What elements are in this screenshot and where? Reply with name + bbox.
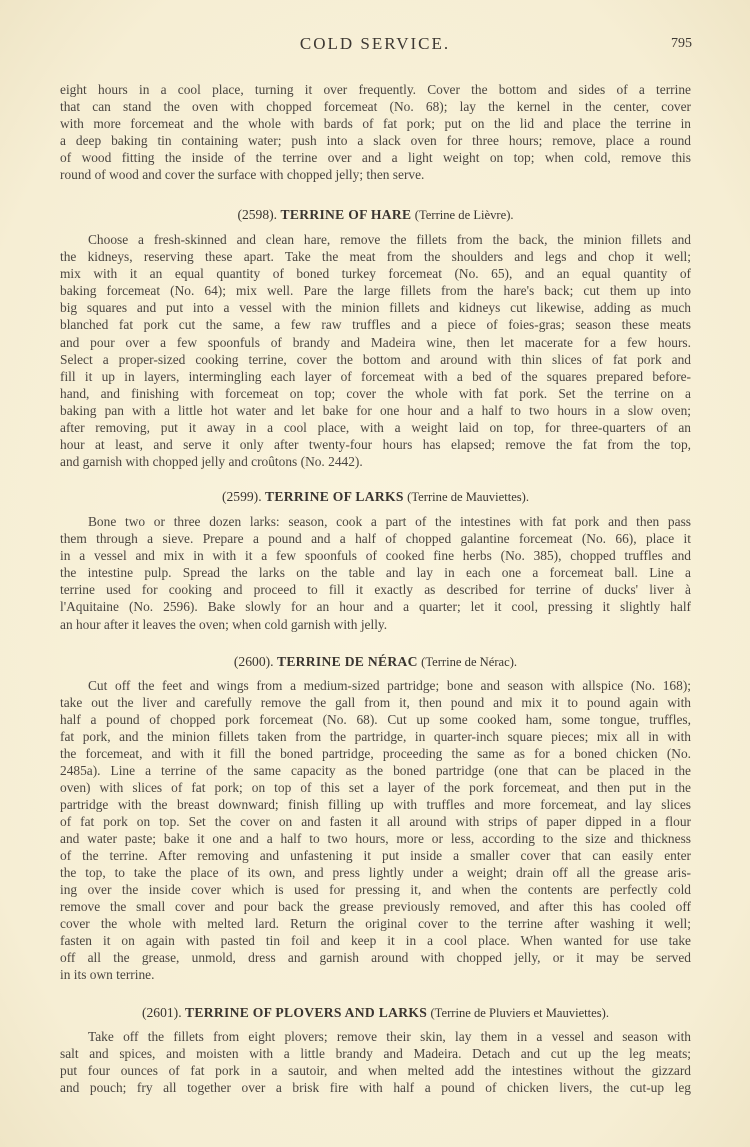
text-line: them through a sieve. Prepare a pound and a half of chopped galantine forcemeat (No. 66), place it	[60, 531, 691, 547]
running-head	[60, 34, 690, 56]
text-line: Bone two or three dozen larks: season, cook a part of the intestines with fat pork and then pass	[88, 514, 691, 529]
text-line: a deep baking tin containing water; push into a slack oven for three hours; remove, place a round	[60, 133, 691, 149]
recipe-french-name: (Terrine de Mauviettes).	[407, 490, 530, 504]
text-line: off all the grease, unmold, dress and garnish around with chopped jelly, or it may be served	[60, 950, 691, 965]
text-line: fat pork, and the minion fillets taken from the partridge, in quarter-inch square pieces; mix all in with	[60, 729, 691, 744]
text-line: of wood fitting the inside of the terrine over and a light weight on top; when cold, remove this	[60, 150, 691, 166]
text-line: put four ounces of fat pork in a sautoir, and when melted add the intestines without the gizzard	[60, 1063, 691, 1079]
text-line: and garnish with chopped jelly and croûtons (No. 2442).	[60, 454, 363, 470]
text-line: after removing, put it away in a cool place, with a weight laid on top, for three-quarters of an	[60, 420, 691, 436]
text-line: fasten it on again with pasted tin foil and keep it in a cool place. When wanted for use take	[60, 933, 691, 948]
text-line: take out the liver and carefully remove the gall from it, then pound and mix it to pound again with	[60, 695, 691, 710]
text-line: salt and spices, and moisten with a little brandy and Madeira. Detach and cut up the leg meats;	[60, 1046, 691, 1062]
text-line: the kidneys, reserving these apart. Take the meat from the shoulders and legs and chop it well;	[60, 249, 691, 265]
text-line: 2485a). Line a terrine of the same capacity as the boned partridge (one that can be placed in the	[60, 763, 691, 778]
text-line: eight hours in a cool place, turning it over frequently. Cover the bottom and sides of a terrine	[60, 82, 691, 97]
text-line: ing over the inside cover which is used for pressing it, and when the contents are perfectly cold	[60, 882, 691, 897]
recipe-french-name: (Terrine de Nérac).	[421, 655, 518, 669]
text-line: oven) with slices of fat pork; on top of this set a layer of the pork forcemeat, and then put in the	[60, 780, 691, 795]
text-line: partridge with the breast downward; finish filling up with truffles and more forcemeat, and lay slices	[60, 797, 691, 812]
text-line: cover the whole with melted lard. Return the original cover to the terrine after washing it well;	[60, 916, 691, 931]
text-line: the intestine pulp. Spread the larks on the table and lay in each one a forcemeat ball. Line a	[60, 565, 691, 581]
recipe-body-2598	[60, 231, 691, 470]
text-line: blanched fat pork cut the same, a few raw truffles and a piece of foies-gras; season these meats	[60, 317, 691, 333]
running-title: COLD SERVICE.	[299, 34, 451, 53]
text-line: of the terrine. After removing and unfastening it put inside a smaller cover that can easily enter	[60, 848, 691, 863]
text-line: in its own terrine.	[60, 967, 155, 982]
recipe-french-name: (Terrine de Lièvre).	[414, 208, 514, 222]
text-line: round of wood and cover the surface with chopped jelly; then serve.	[60, 167, 425, 183]
text-line: Cut off the feet and wings from a medium-sized partridge; bone and season with allspice (No. 168);	[88, 678, 691, 693]
intro-paragraph	[60, 81, 691, 184]
recipe-title: TERRINE OF PLOVERS AND LARKS	[185, 1005, 428, 1020]
text-line: and pour over a few spoonfuls of brandy and Madeira wine, then let macerate for a few hours.	[60, 334, 691, 350]
recipe-number: (2598).	[237, 207, 278, 222]
text-line: and water paste; bake it one and a half to two hours, more or less, according to the size and thickness	[60, 831, 691, 846]
text-line: hand, and finishing with forcemeat on top; cover the whole with fat pork. Set the terrine on a	[60, 385, 691, 401]
recipe-heading-2601	[60, 1000, 691, 1026]
text-line: baking pan with a little hot water and let bake for one hour and a half to two hours in a slow oven;	[60, 402, 691, 418]
text-line: Take off the fillets from eight plovers; remove their skin, lay them in a vessel and season with	[88, 1029, 691, 1044]
page-number: 795	[671, 36, 692, 51]
text-line: an hour after it leaves the oven; when cold garnish with jelly.	[60, 616, 388, 632]
text-line: of fat pork on top. Set the cover on and fasten it all around with strips of paper dipped in a flour	[60, 814, 691, 829]
text-line: the top, to take the place of its own, and press lightly under a weight; drain off all the grease aris-	[60, 865, 691, 880]
recipe-heading-2600	[60, 649, 691, 675]
text-line: Select a proper-sized cooking terrine, cover the bottom and around with thin slices of fat pork and	[60, 351, 691, 367]
recipe-french-name: (Terrine de Pluviers et Mauviettes).	[430, 1006, 610, 1020]
recipe-body-2599	[60, 513, 691, 633]
text-line: half a pound of chopped pork forcemeat (No. 68). Cut up some cooked ham, some tongue, truffles,	[60, 712, 691, 727]
text-line: hour at least, and serve it only after twenty-four hours has elapsed; remove the fat from the top,	[60, 437, 691, 453]
text-line: in a vessel and mix in with it a few spoonfuls of cooked fine herbs (No. 385), chopped truffles and	[60, 548, 691, 564]
text-line: and pouch; fry all together over a brisk fire with half a pound of chicken livers, the cut-up leg	[60, 1080, 691, 1096]
recipe-body-2601	[60, 1028, 691, 1096]
text-line: that can stand the oven with chopped forcemeat (No. 68); lay the kernel in the center, cover	[60, 99, 691, 115]
recipe-body-2600	[60, 677, 691, 983]
text-line: l'Aquitaine (No. 2596). Bake slowly for an hour and a quarter; let it cool, pressing it slightly half	[60, 599, 691, 615]
recipe-heading-2599	[60, 484, 691, 510]
recipe-number: (2600).	[233, 654, 274, 669]
recipe-title: TERRINE DE NÉRAC	[276, 654, 418, 669]
text-line: mix with it an equal quantity of boned turkey forcemeat (No. 65), and an equal quantity of	[60, 266, 691, 282]
text-line: the forcemeat, and with it fill the boned partridge, proceeding the same as for a boned chicken (No.	[60, 746, 691, 761]
recipe-number: (2599).	[221, 489, 262, 504]
recipe-number: (2601).	[141, 1005, 182, 1020]
text-line: remove the small cover and pour back the grease previously removed, and after this has cooled off	[60, 899, 691, 914]
text-line: Choose a fresh-skinned and clean hare, remove the fillets from the back, the minion fillets and	[88, 232, 691, 247]
text-line: fill it up in layers, intermingling each layer of forcemeat with a bed of the squares prepared before-	[60, 368, 691, 384]
recipe-heading-2598	[60, 202, 691, 228]
recipe-title: TERRINE OF LARKS	[265, 489, 404, 504]
text-line: terrine used for cooking and proceed to fill it exactly as described for terrine of ducks' liver à	[60, 582, 691, 598]
text-line: big squares and put into a vessel with the minion fillets and kidneys cut likewise, adding as much	[60, 300, 691, 316]
text-line: baking forcemeat (No. 64); mix well. Pare the large fillets from the hare's back; cut them up into	[60, 283, 691, 299]
text-line: with more forcemeat and the whole with bards of fat pork; put on the lid and place the terrine in	[60, 116, 691, 132]
recipe-title: TERRINE OF HARE	[280, 207, 412, 222]
